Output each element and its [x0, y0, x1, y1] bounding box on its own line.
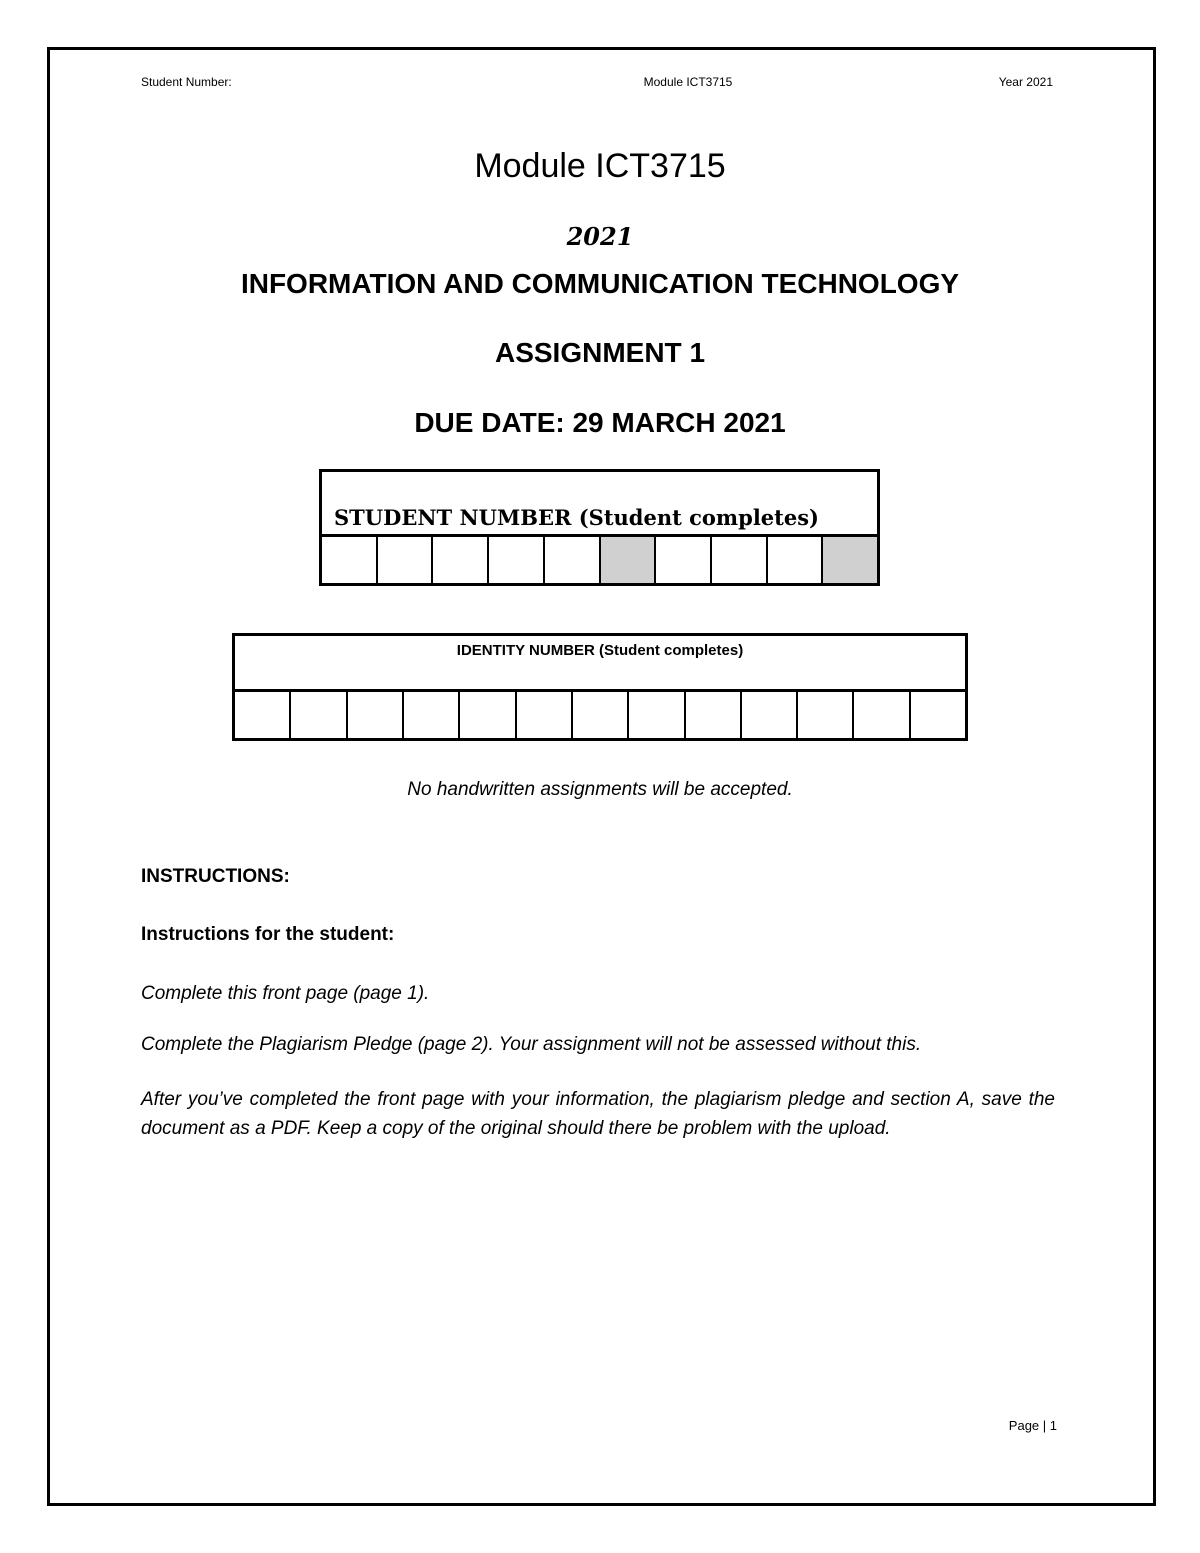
- student-number-header: [322, 472, 877, 537]
- student-number-cell[interactable]: [710, 537, 766, 583]
- student-number-cell[interactable]: [431, 537, 487, 583]
- identity-number-box: [232, 633, 968, 741]
- student-number-cell[interactable]: [543, 537, 599, 583]
- identity-number-cell[interactable]: [909, 692, 965, 738]
- identity-number-cell[interactable]: [235, 692, 289, 738]
- identity-number-cell[interactable]: [852, 692, 908, 738]
- student-number-cell[interactable]: [376, 537, 432, 583]
- page-number: Page | 1: [1008, 1418, 1057, 1433]
- student-number-cell[interactable]: [821, 537, 877, 583]
- identity-number-label: IDENTITY NUMBER (Student completes): [235, 636, 965, 692]
- identity-number-cell[interactable]: [289, 692, 345, 738]
- instructions-heading: INSTRUCTIONS:: [141, 866, 290, 887]
- student-number-cells: [322, 537, 877, 583]
- identity-number-cell[interactable]: [458, 692, 514, 738]
- page-title: Module ICT3715: [474, 147, 726, 185]
- instruction-item: After you’ve completed the front page with your information, the plagiarism pledge and section A, save the document as a PDF. Keep a copy of the original should there be problem with the upload.: [141, 1089, 1055, 1139]
- student-number-cell[interactable]: [487, 537, 543, 583]
- handwritten-note: No handwritten assignments will be accepted.: [407, 779, 793, 800]
- assignment-heading: ASSIGNMENT 1: [494, 337, 706, 368]
- student-number-label: STUDENT NUMBER (Student completes): [334, 505, 819, 530]
- student-number-cell[interactable]: [654, 537, 710, 583]
- student-number-cell[interactable]: [322, 537, 376, 583]
- student-number-box: [319, 469, 880, 586]
- identity-number-cell[interactable]: [740, 692, 796, 738]
- identity-number-cell[interactable]: [402, 692, 458, 738]
- identity-number-cell[interactable]: [571, 692, 627, 738]
- identity-number-cells: [235, 692, 965, 738]
- instructions-subheading: Instructions for the student:: [141, 924, 395, 945]
- subject-heading: INFORMATION AND COMMUNICATION TECHNOLOGY: [240, 268, 960, 299]
- instruction-item: Complete the Plagiarism Pledge (page 2). Your assignment will not be assessed without this.: [141, 1034, 922, 1055]
- page-border: [47, 47, 1156, 1506]
- identity-number-cell[interactable]: [684, 692, 740, 738]
- identity-number-cell[interactable]: [796, 692, 852, 738]
- identity-number-cell[interactable]: [515, 692, 571, 738]
- header-student-number: Student Number:: [141, 75, 232, 89]
- instruction-item: Complete this front page (page 1).: [141, 983, 430, 1004]
- student-number-cell[interactable]: [599, 537, 655, 583]
- header-module: Module ICT3715: [643, 75, 733, 89]
- identity-number-cell[interactable]: [346, 692, 402, 738]
- student-number-cell[interactable]: [766, 537, 822, 583]
- year-heading: 2021: [566, 222, 634, 251]
- header-year: Year 2021: [998, 75, 1053, 89]
- identity-number-cell[interactable]: [627, 692, 683, 738]
- due-date-heading: DUE DATE: 29 MARCH 2021: [414, 407, 786, 438]
